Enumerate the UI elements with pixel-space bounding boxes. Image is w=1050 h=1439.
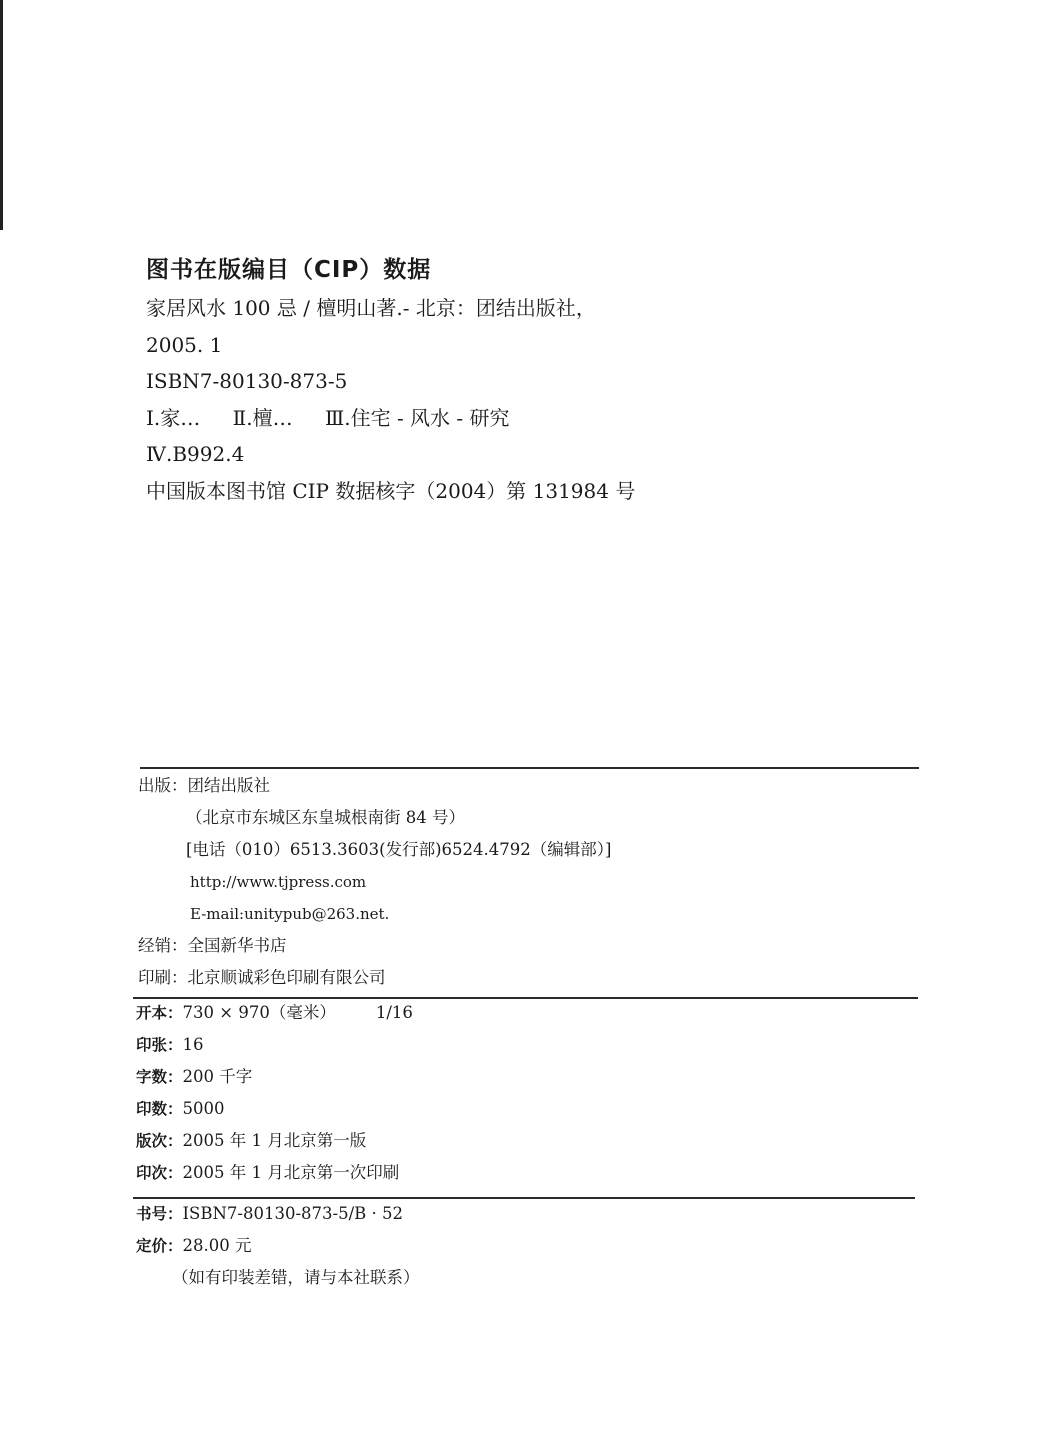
cip-classification — [146, 400, 946, 437]
scan-edge — [0, 0, 3, 230]
price-block — [136, 1198, 420, 1294]
edition-value: 2005 年 1 月北京第一版 — [182, 1131, 367, 1150]
publisher-address: （北京市东城区东皇城根南街 84 号） — [186, 808, 465, 827]
cip-data-block — [146, 250, 946, 509]
publisher-line: 出版：团结出版社 — [138, 776, 270, 795]
distributor-line: 经销：全国新华书店 — [138, 936, 287, 955]
printing-label: 印次： — [136, 1164, 183, 1182]
specs-block — [136, 997, 413, 1189]
sheets-label: 印张： — [136, 1036, 183, 1054]
divider-rule — [140, 767, 919, 769]
cip-class-4: Ⅳ.B992.4 — [146, 442, 245, 466]
publisher-url: http://www.tjpress.com — [190, 873, 367, 891]
words-value: 200 千字 — [182, 1067, 253, 1086]
cip-isbn: ISBN7-80130-873-5 — [146, 369, 348, 393]
book-number-value: ISBN7-80130-873-5/B · 52 — [182, 1204, 404, 1223]
cip-class-3: Ⅲ.住宅 - 风水 - 研究 — [324, 405, 510, 430]
edition-row — [136, 1125, 413, 1157]
printing-value: 2005 年 1 月北京第一次印刷 — [182, 1163, 400, 1182]
words-row — [136, 1061, 413, 1093]
printing-row — [136, 1157, 413, 1189]
publisher-email: E-mail:unitypub@263.net. — [190, 905, 390, 923]
sheets-row — [136, 1029, 413, 1061]
words-label: 字数： — [136, 1068, 183, 1086]
copies-label: 印数： — [136, 1100, 183, 1118]
price-label: 定价： — [136, 1237, 183, 1255]
cip-verification: 中国版本图书馆 CIP 数据核字（2004）第 131984 号 — [146, 478, 636, 503]
printer-line: 印刷：北京顺诚彩色印刷有限公司 — [138, 968, 386, 987]
format-label: 开本： — [136, 1004, 183, 1022]
format-value: 730 × 970（毫米） — [182, 1003, 336, 1022]
publisher-phone: [电话（010）6513.3603(发行部)6524.4792（编辑部）] — [186, 840, 612, 859]
sheets-value: 16 — [182, 1035, 204, 1054]
cip-title-author-line: 家居风水 100 忌 / 檀明山著.- 北京：团结出版社， — [146, 296, 596, 320]
price-value: 28.00 元 — [182, 1236, 252, 1255]
defect-note: （如有印装差错，请与本社联系） — [172, 1268, 420, 1287]
copies-value: 5000 — [182, 1099, 225, 1118]
cip-class-1: Ⅰ.家… — [146, 405, 201, 430]
edition-label: 版次： — [136, 1132, 183, 1150]
cip-class-2: Ⅱ.檀… — [232, 405, 293, 430]
price-row — [136, 1230, 420, 1262]
copies-row — [136, 1093, 413, 1125]
format-row — [136, 997, 413, 1029]
book-number-row — [136, 1198, 420, 1230]
cip-date-line: 2005. 1 — [146, 332, 223, 357]
format-fraction: 1/16 — [375, 1003, 413, 1022]
book-number-label: 书号： — [136, 1205, 183, 1223]
publisher-block — [138, 770, 611, 994]
cip-title: 图书在版编目（CIP）数据 — [146, 257, 432, 283]
